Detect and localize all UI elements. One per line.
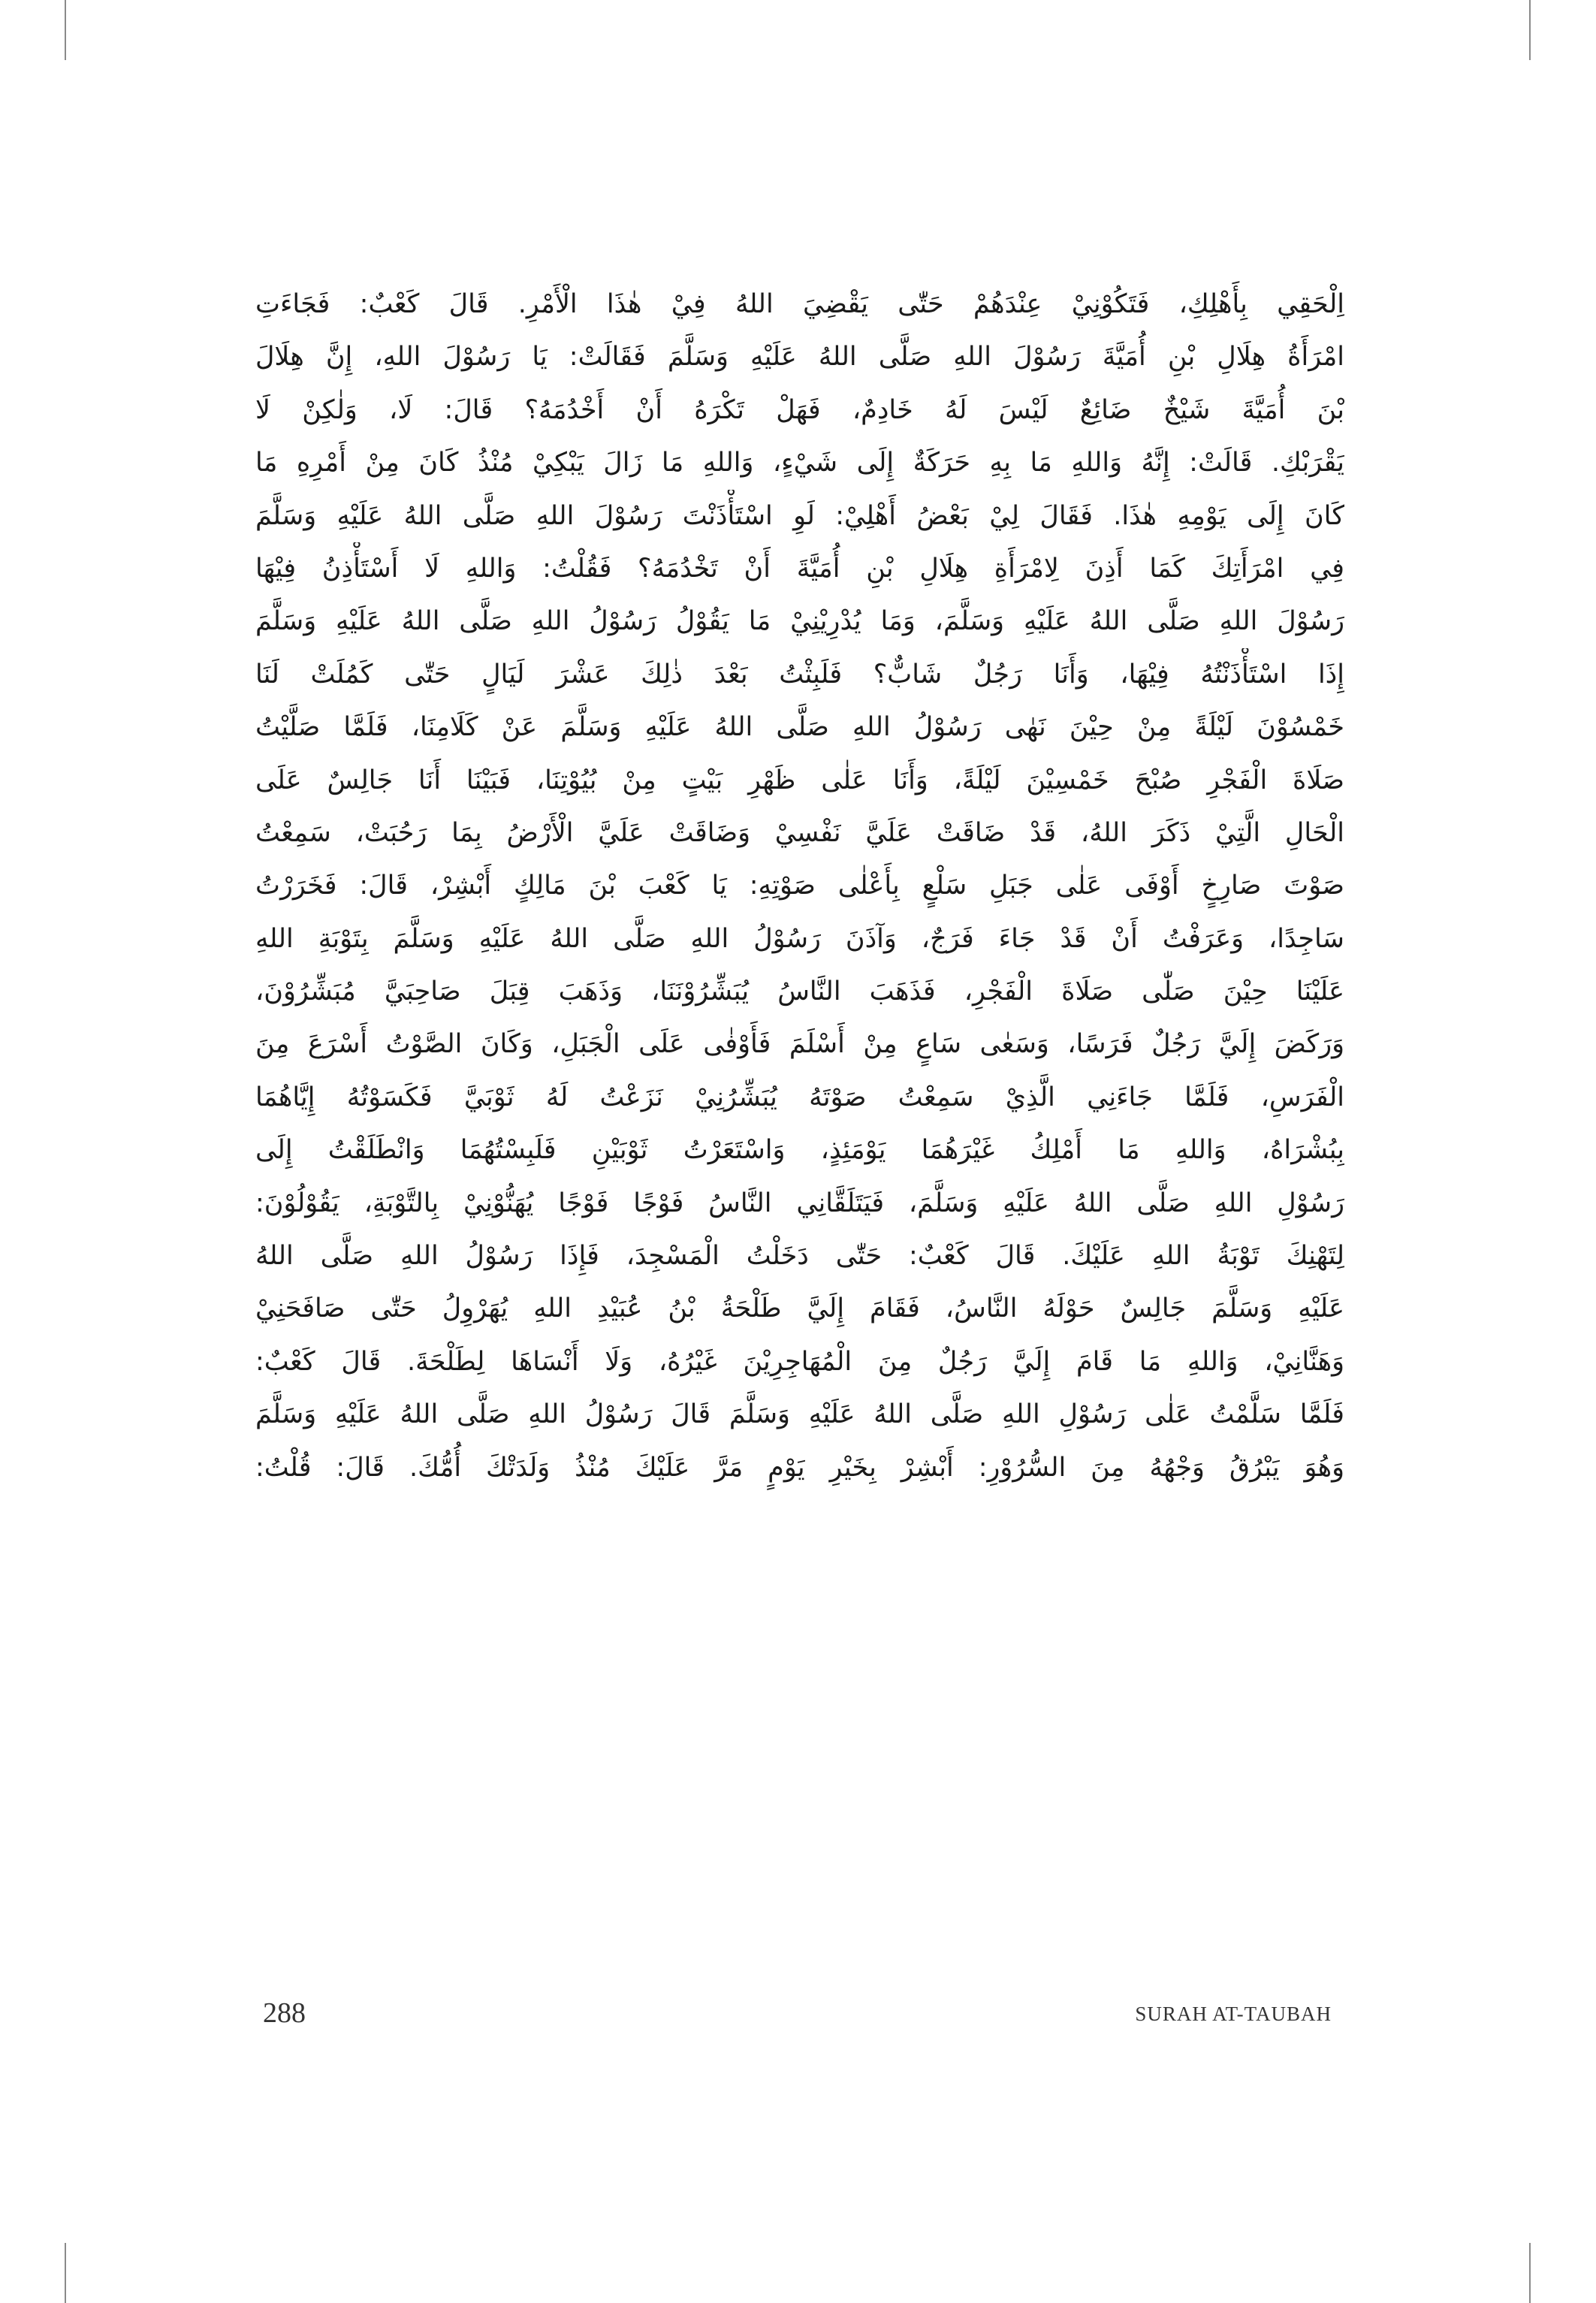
text-line: سَاجِدًا، وَعَرَفْتُ أَنْ قَدْ جَاءَ فَرَجٌ، وَآذَنَ رَسُوْلُ اللهِ صَلَّى اللهُ عَلَيْهِ وَسَلَّمَ بِتَوْبَةِ اللهِ bbox=[255, 923, 1344, 954]
text-line: لِتَهْنِكَ تَوْبَةُ اللهِ عَلَيْكَ. قَالَ كَعْبٌ: حَتّٰى دَخَلْتُ الْمَسْجِدَ، فَإِذَا رَسُوْلُ اللهِ صَلَّى اللهُ bbox=[255, 1241, 1344, 1272]
text-line: فَلَمَّا سَلَّمْتُ عَلٰى رَسُوْلِ اللهِ صَلَّى اللهُ عَلَيْهِ وَسَلَّمَ قَالَ رَسُوْلُ اللهِ صَلَّى اللهُ عَلَيْهِ وَسَلَّمَ bbox=[255, 1399, 1344, 1430]
crop-mark-bottom-left bbox=[65, 2243, 66, 2303]
text-line: إِذَا اسْتَأْذَنْتُهُ فِيْهَا، وَأَنَا رَجُلٌ شَابٌّ؟ فَلَبِثْتُ بَعْدَ ذٰلِكَ عَشْرَ لَيَالٍ حَتّٰى كَمُلَتْ لَنَا bbox=[255, 659, 1344, 690]
running-title: SURAH AT-TAUBAH bbox=[1135, 2003, 1332, 2025]
text-line: وَهَنَّانِيْ، وَاللهِ مَا قَامَ إِلَيَّ رَجُلٌ مِنَ الْمُهَاجِرِيْنَ غَيْرُهُ، وَلَا أَنْسَاهَا لِطَلْحَةَ. قَالَ كَعْبٌ: bbox=[255, 1346, 1344, 1377]
text-line: وَرَكَضَ إِلَيَّ رَجُلٌ فَرَسًا، وَسَعٰى سَاعٍ مِنْ أَسْلَمَ فَأَوْفٰى عَلَى الْجَبَلِ، وَكَانَ الصَّوْتُ أَسْرَعَ مِنَ bbox=[255, 1029, 1344, 1060]
crop-mark-bottom-right bbox=[1529, 2243, 1531, 2303]
crop-mark-top-right bbox=[1529, 0, 1531, 60]
text-line: عَلَيْهِ وَسَلَّمَ جَالِسٌ حَوْلَهُ النَّاسُ، فَقَامَ إِلَيَّ طَلْحَةُ بْنُ عُبَيْدِ اللهِ يُهَرْوِلُ حَتّٰى صَافَحَنِيْ bbox=[255, 1293, 1344, 1324]
text-line: عَلَيْنَا حِيْنَ صَلّٰى صَلَاةَ الْفَجْرِ، فَذَهَبَ النَّاسُ يُبَشِّرُوْنَنَا، وَذَهَبَ قِبَلَ صَاحِبَيَّ مُبَشِّرُوْنَ، bbox=[255, 976, 1344, 1007]
arabic-body-text bbox=[255, 278, 1344, 1960]
text-line: خَمْسُوْنَ لَيْلَةً مِنْ حِيْنَ نَهٰى رَسُوْلُ اللهِ صَلَّى اللهُ عَلَيْهِ وَسَلَّمَ عَنْ كَلَامِنَا، فَلَمَّا صَلَّيْتُ bbox=[255, 712, 1344, 743]
text-line: رَسُوْلِ اللهِ صَلَّى اللهُ عَلَيْهِ وَسَلَّمَ، فَيَتَلَقَّانِي النَّاسُ فَوْجًا فَوْجًا يُهَنُّوْنِيْ بِالتَّوْبَةِ، يَقُوْلُوْنَ: bbox=[255, 1188, 1344, 1218]
text-line: وَهُوَ يَبْرُقُ وَجْهُهُ مِنَ السُّرُوْرِ: أَبْشِرْ بِخَيْرِ يَوْمٍ مَرَّ عَلَيْكَ مُنْذُ وَلَدَتْكَ أُمُّكَ. قَالَ: قُلْتُ: bbox=[255, 1452, 1344, 1483]
text-line: فِي امْرَأَتِكَ كَمَا أَذِنَ لِامْرَأَةِ هِلَالِ بْنِ أُمَيَّةَ أَنْ تَخْدُمَهُ؟ فَقُلْتُ: وَاللهِ لَا أَسْتَأْذِنُ فِيْهَا bbox=[255, 553, 1344, 584]
text-line: الْحَالِ الَّتِيْ ذَكَرَ اللهُ، قَدْ ضَاقَتْ عَلَيَّ نَفْسِيْ وَضَاقَتْ عَلَيَّ الْأَرْضُ بِمَا رَحُبَتْ، سَمِعْتُ bbox=[255, 817, 1344, 848]
text-line: يَقْرَبْكِ. قَالَتْ: إِنَّهُ وَاللهِ مَا بِهِ حَرَكَةٌ إِلَى شَيْءٍ، وَاللهِ مَا زَالَ يَبْكِيْ مُنْذُ كَانَ مِنْ أَمْرِهِ مَا bbox=[255, 448, 1344, 478]
text-line: كَانَ إِلَى يَوْمِهِ هٰذَا. فَقَالَ لِيْ بَعْضُ أَهْلِيْ: لَوِ اسْتَأْذَنْتَ رَسُوْلَ اللهِ صَلَّى اللهُ عَلَيْهِ وَسَلَّمَ bbox=[255, 500, 1344, 531]
text-line: الْفَرَسِ، فَلَمَّا جَاءَنِي الَّذِيْ سَمِعْتُ صَوْتَهُ يُبَشِّرُنِيْ نَزَعْتُ لَهُ ثَوْبَيَّ فَكَسَوْتُهُ إِيَّاهُمَا bbox=[255, 1082, 1344, 1112]
text-line: اِلْحَقِي بِأَهْلِكِ، فَتَكُوْنِيْ عِنْدَهُمْ حَتّٰى يَقْضِيَ اللهُ فِيْ هٰذَا الْأَمْرِ. قَالَ كَعْبٌ: فَجَاءَتِ bbox=[255, 289, 1344, 319]
text-line: امْرَأَةُ هِلَالِ بْنِ أُمَيَّةَ رَسُوْلَ اللهِ صَلَّى اللهُ عَلَيْهِ وَسَلَّمَ فَقَالَتْ: يَا رَسُوْلَ اللهِ، إِنَّ هِلَالَ bbox=[255, 342, 1344, 373]
text-line: صَلَاةَ الْفَجْرِ صُبْحَ خَمْسِيْنَ لَيْلَةً، وَأَنَا عَلٰى ظَهْرِ بَيْتٍ مِنْ بُيُوْتِنَا، فَبَيْنَا أَنَا جَالِسٌ عَلَى bbox=[255, 765, 1344, 795]
text-line: صَوْتَ صَارِخٍ أَوْفَى عَلٰى جَبَلِ سَلْعٍ بِأَعْلٰى صَوْتِهِ: يَا كَعْبَ بْنَ مَالِكٍ أَبْشِرْ، قَالَ: فَخَرَرْتُ bbox=[255, 871, 1344, 901]
crop-mark-top-left bbox=[65, 0, 66, 60]
text-line: بِبُشْرَاهُ، وَاللهِ مَا أَمْلِكُ غَيْرَهُمَا يَوْمَئِذٍ، وَاسْتَعَرْتُ ثَوْبَيْنِ فَلَبِسْتُهُمَا وَانْطَلَقْتُ إِلَى bbox=[255, 1135, 1344, 1166]
text-line: بْنَ أُمَيَّةَ شَيْخٌ ضَائِعٌ لَيْسَ لَهُ خَادِمٌ، فَهَلْ تَكْرَهُ أَنْ أَخْدُمَهُ؟ قَالَ: لَا، وَلٰكِنْ لَا bbox=[255, 394, 1344, 425]
page-number: 288 bbox=[263, 1997, 306, 2029]
text-line: رَسُوْلَ اللهِ صَلَّى اللهُ عَلَيْهِ وَسَلَّمَ، وَمَا يُدْرِيْنِيْ مَا يَقُوْلُ رَسُوْلُ اللهِ صَلَّى اللهُ عَلَيْهِ وَسَلَّمَ bbox=[255, 606, 1344, 637]
